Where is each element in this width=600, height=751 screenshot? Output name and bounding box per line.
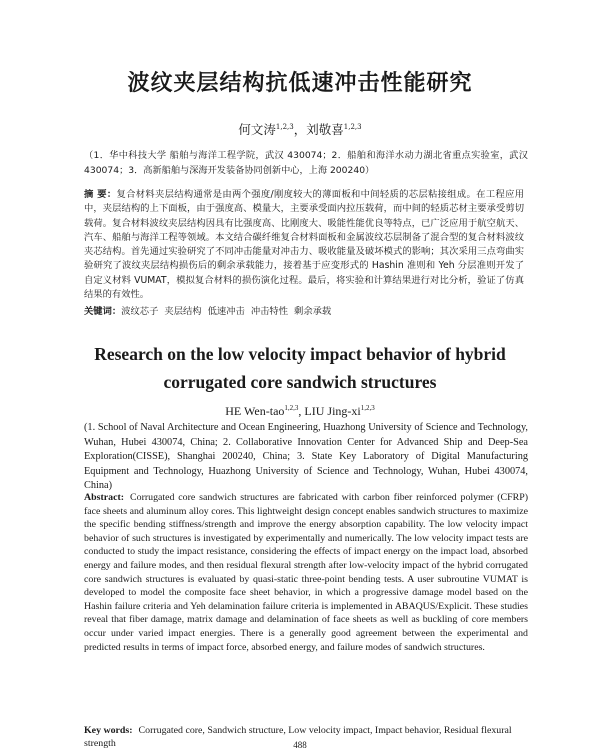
keyword: 剩余承载 [294,306,332,317]
author-separator: , [298,404,305,418]
abstract-body: 复合材料夹层结构通常是由两个强度/刚度较大的薄面板和中间轻质的芯层粘接组成。在工程应用中，夹层结构的上下面板，由于强度高、模量大，主要承受面内拉压载荷，而中间的轻质芯材主要承受剪切载荷。复合材料波纹夹层结构因具有比强度高、比刚度大、吸能性能优良等特点，已广泛应用于航空航天、汽车、船舶与海洋工程等领域。本文结合碳纤维复合材料面板和金属波纹芯层制备了混合型的复合材料波纹夹芯结构。首先通过实验研究了不同冲击能量对冲击力、吸收能量及破坏模式的影响；其次采用三点弯曲实验研究了波纹夹层结构损伤后的剩余承载能力，接着基于应变形式的 Hashin 准则和 Yeh 分层准则开发了自定义材料 VUMAT，模拟复合材料的损伤演化过程。最后，将实验和计算结果进行对比分析，验证了仿真结果的有效性。 [84,189,524,301]
author-name: HE Wen-tao [225,404,285,418]
author-name: 何文涛 [238,122,276,137]
keyword: 波纹芯子 [121,306,159,317]
author-affil-sup: 1,2,3 [343,122,362,131]
keywords-label: Key words: [84,725,133,736]
page-number: 488 [293,740,307,750]
chinese-abstract [84,188,524,302]
chinese-affiliations: （1．华中科技大学 船舶与海洋工程学院，武汉 430074；2．船舶和海洋水动力湖北省重点实验室，武汉 430074；3．高新船舶与深海开发装备协同创新中心，上海 200240） [84,150,528,176]
english-affiliations: (1. School of Naval Architecture and Ocean Engineering, Huazhong University of Science and Technology, Wuhan, Hubei 430074, China; 2. Collaborative Innovation Center for Advanced Ship and Deep-Sea Exploration(CISSE), Shanghai 200240, China; 3. State Key Laboratory of Digital Manufacturing Equipment and Technology, Huazhong University of Science and Technology, Wuhan, Hubei 430074, China) [84,422,528,491]
abstract-label: 摘 要： [84,189,117,200]
english-title: Research on the low velocity impact behavior of hybrid corrugated core sandwich structures [94,344,506,392]
english-abstract [84,491,528,654]
author-affil-sup: 1,2,3 [284,404,299,412]
keyword: 夹层结构 [164,306,202,317]
author-name: 刘敬喜 [306,122,344,137]
chinese-title: 波纹夹层结构抗低速冲击性能研究 [127,71,473,96]
author-separator: ， [293,122,307,137]
abstract-body: Corrugated core sandwich structures are fabricated with carbon fiber reinforced polymer (CFRP) face sheets and aluminum alloy cores. This lightweight design concept enables sandwich structures to maximize the specific bending stiffness/strength and improve the energy absorption capability. The low velocity impact behavior of such structures is investigated by experimentally and numerically. The low velocity impact tests are conducted to study the impact resistance, considering the effects of impact energy on the impact load, absorbed energy and failure modes, and then residual flexural strength after low-velocity impact of the hybrid corrugated core sandwich structures is evaluated by quasi-static three-point bending tests. A user subroutine VUMAT is developed to model the composite face sheet behavior, in which a progressive damage model based on the Hashin failure criteria and Yeh delamination failure criteria is implemented in ABAQUS/Explicit. These studies reveal that fiber damage, matrix damage and delamination of face sheets as well as buckling of core members occur under varied impact energies. There is a generally good agreement between the experimental and predicted results in terms of impact force, absorbed energy, and failure modes of sandwich structures. [84,492,528,653]
keyword: 冲击特性 [250,306,289,317]
author-affil-sup: 1,2,3 [275,122,294,131]
keywords-body: Corrugated core, Sandwich structure, Low velocity impact, Impact behavior, Residual flexural strength [84,725,512,749]
keywords-label: 关键词： [84,306,122,317]
abstract-label: Abstract: [84,492,125,503]
chinese-authors [0,120,600,138]
author-name: LIU Jing-xi [304,404,361,418]
chinese-keywords [84,305,524,319]
keyword: 低速冲击 [207,306,245,317]
author-affil-sup: 1,2,3 [360,404,375,412]
english-authors [0,404,600,419]
